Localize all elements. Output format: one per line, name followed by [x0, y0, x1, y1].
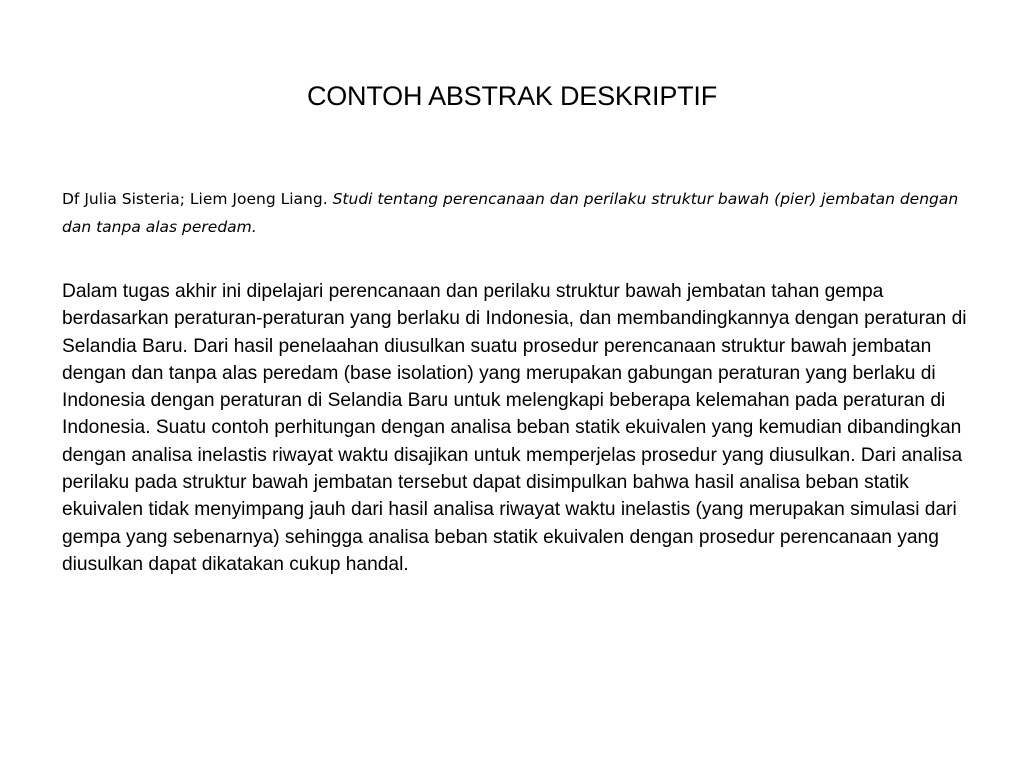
citation	[62, 185, 974, 241]
abstract-body: Dalam tugas akhir ini dipelajari perencanaan dan perilaku struktur bawah jembatan tahan gempa berdasarkan peraturan-peraturan yang berlaku di Indonesia, dan membandingkannya dengan peraturan di Selandia Baru. Dari hasil penelaahan diusulkan suatu prosedur perencanaan struktur bawah jembatan dengan dan tanpa alas peredam (base isolation) yang merupakan gabungan peraturan yang berlaku di Indonesia dengan peraturan di Selandia Baru untuk melengkapi beberapa kelemahan pada peraturan di Indonesia. Suatu contoh perhitungan dengan analisa beban statik ekuivalen yang kemudian dibandingkan dengan analisa inelastis riwayat waktu disajikan untuk memperjelas prosedur yang diusulkan. Dari analisa perilaku pada struktur bawah jembatan tersebut dapat disimpulkan bahwa hasil analisa beban statik ekuivalen tidak menyimpang jauh dari hasil analisa riwayat waktu inelastis (yang merupakan simulasi dari gempa yang sebenarnya) sehingga analisa beban statik ekuivalen dengan prosedur perencanaan yang diusulkan dapat dikatakan cukup handal.	[62, 281, 967, 575]
slide-title: CONTOH ABSTRAK DESKRIPTIF	[306, 81, 718, 111]
citation-study-title: Studi tentang perencanaan dan perilaku struktur bawah (pier) jembatan dengan dan tanpa alas peredam.	[62, 190, 959, 236]
citation-authors: Df Julia Sisteria; Liem Joeng Liang.	[62, 190, 328, 208]
